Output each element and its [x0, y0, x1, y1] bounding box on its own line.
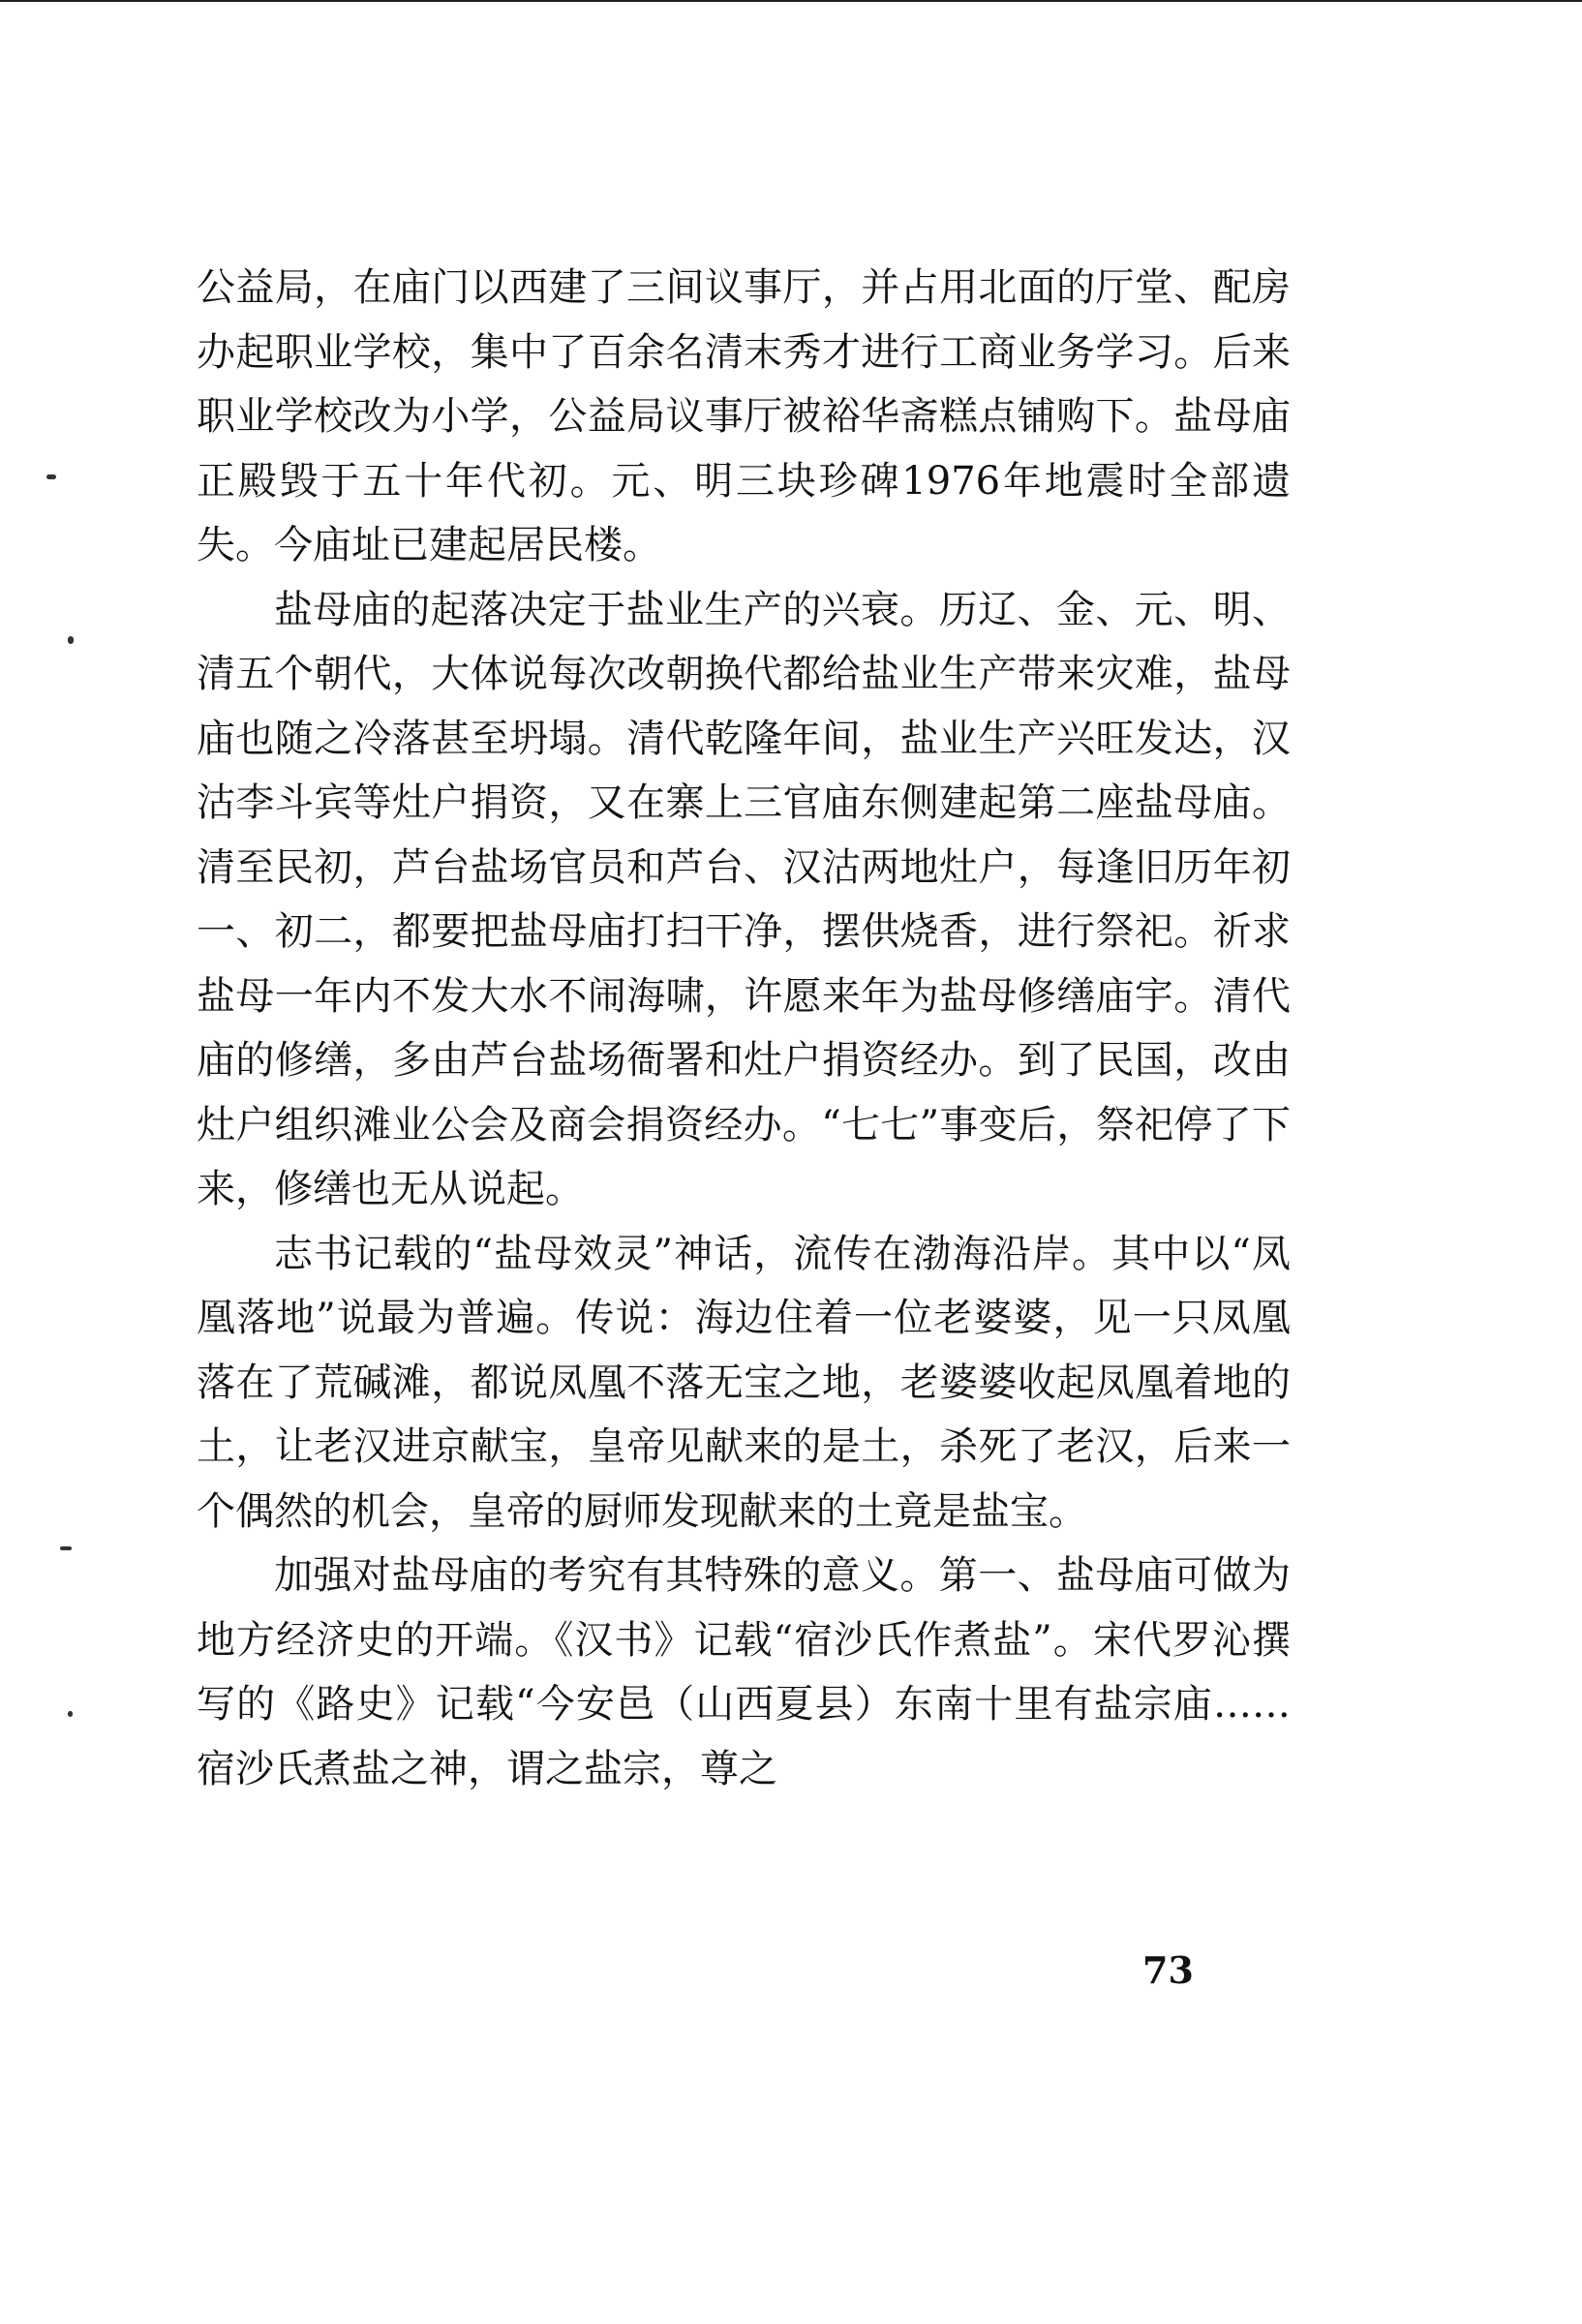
paragraph-3: 志书记载的“盐母效灵”神话，流传在渤海沿岸。其中以“凤凰落地”说最为普遍。传说：海边住着一位老婆婆，见一只凤凰落在了荒碱滩，都说凤凰不落无宝之地，老婆婆收起凤凰着地的土，让老汉进京献宝，皇帝见献来的是土，杀死了老汉，后来一个偶然的机会，皇帝的厨师发现献来的土竟是盐宝。	[197, 1231, 1291, 1534]
body-text	[197, 256, 1291, 1801]
scan-speck	[68, 636, 74, 644]
paragraph-1: 公益局，在庙门以西建了三间议事厅，并占用北面的厅堂、配房办起职业学校，集中了百余名清末秀才进行工商业务学习。后来职业学校改为小学，公益局议事厅被裕华斋糕点铺购下。盐母庙正殿毁于五十年代初。元、明三块珍碑1976年地震时全部遗失。今庙址已建起居民楼。	[197, 265, 1291, 567]
paragraph-4: 加强对盐母庙的考究有其特殊的意义。第一、盐母庙可做为地方经济史的开端。《汉书》记载“宿沙氏作煮盐”。宋代罗沁撰写的《路史》记载“今安邑（山西夏县）东南十里有盐宗庙……宿沙氏煮盐之神，谓之盐宗，尊之	[197, 1553, 1291, 1791]
page-number: 73	[1142, 1948, 1194, 1992]
scan-speck	[60, 1546, 72, 1550]
paragraph-2: 盐母庙的起落决定于盐业生产的兴衰。历辽、金、元、明、清五个朝代，大体说每次改朝换代都给盐业生产带来灾难，盐母庙也随之冷落甚至坍塌。清代乾隆年间，盐业生产兴旺发达，汉沽李斗宾等灶户捐资，又在寨上三官庙东侧建起第二座盐母庙。清至民初，芦台盐场官员和芦台、汉沽两地灶户，每逢旧历年初一、初二，都要把盐母庙打扫干净，摆供烧香，进行祭祀。祈求盐母一年内不发大水不闹海啸，许愿来年为盐母修缮庙宇。清代庙的修缮，多由芦台盐场衙署和灶户捐资经办。到了民国，改由灶户组织滩业公会及商会捐资经办。“七七”事变后，祭祀停了下来，修缮也无从说起。	[197, 587, 1291, 1211]
scan-speck	[46, 474, 56, 479]
scan-speck	[68, 1711, 73, 1717]
